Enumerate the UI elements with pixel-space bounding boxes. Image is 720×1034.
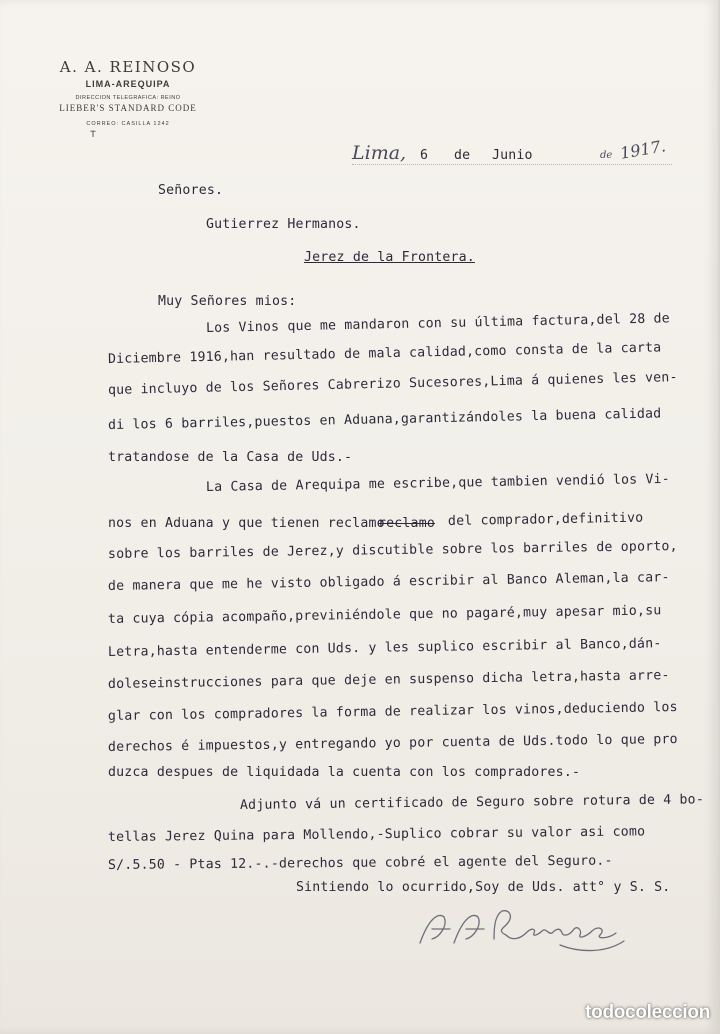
- body-line: duzca despues de liquidada la cuenta con los compradores.-: [108, 765, 581, 780]
- body-line: derechos é impuestos,y entregando yo por cuenta de Uds.todo lo que pro: [107, 732, 678, 755]
- letterhead-name: A. A. REINOSO: [59, 58, 197, 76]
- body-line: ta cuya cópia acompaño,previniéndole que no pagaré,muy apesar mio,su: [107, 603, 662, 627]
- body-line: Letra,hasta entenderme con Uds. y les suplico escribir al Banco,dán-: [107, 636, 662, 660]
- closing-line: Sintiendo lo ocurrido,Soy de Uds. att° y S. S.: [296, 880, 671, 895]
- ornament-icon: ⊤: [89, 129, 97, 140]
- greeting: Muy Señores mios:: [158, 294, 297, 309]
- letterhead-telegraph: DIRECCION TELEGRAFICA: REINO: [75, 95, 181, 101]
- date-de: de: [454, 148, 471, 163]
- date-day: 6: [420, 148, 429, 163]
- body-line: nos en Aduana y que tienen reclamo: [108, 516, 385, 531]
- date-year: 1917.: [618, 136, 668, 163]
- body-strikethrough: reclamo: [378, 516, 435, 531]
- date-rule: [352, 164, 672, 165]
- letterhead-code: LIEBER'S STANDARD CODE: [59, 103, 197, 113]
- letterhead-city: LIMA-AREQUIPA: [85, 79, 171, 89]
- body-line: Diciembre 1916,han resultado de mala calidad,como consta de la carta: [107, 340, 662, 367]
- body-line: S/.5.50 - Ptas 12.-.-derechos que cobré el agente del Seguro.-: [107, 853, 613, 873]
- body-line: di los 6 barriles,puestos en Aduana,garantizándoles la buena calidad: [107, 406, 662, 433]
- date-place: Lima,: [352, 142, 407, 164]
- body-line: del comprador,definitivo: [447, 510, 644, 529]
- body-line: glar con los compradores la forma de realizar los vinos,deduciendo los: [107, 700, 678, 724]
- body-line: de manera que me he visto obligado á escribir al Banco Aleman,la car-: [107, 570, 670, 594]
- body-line: Adjunto vá un certificado de Seguro sobre rotura de 4 bo-: [239, 792, 705, 813]
- body-line: La Casa de Arequipa me escribe,que tambien vendió los Vi-: [205, 471, 671, 495]
- salutation-head: Señores.: [158, 183, 224, 198]
- body-line: Los Vinos que me mandaron con su última factura,del 28 de: [205, 311, 671, 336]
- recipient-company: Gutierrez Hermanos.: [206, 217, 361, 232]
- letterhead-box: CORREO: CASILLA 1242: [86, 121, 170, 127]
- body-line: que incluyo de los Señores Cabrerizo Sucesores,Lima á quienes les ven-: [107, 370, 678, 398]
- date-year-prefix: de: [600, 150, 613, 161]
- body-line: tellas Jerez Quina para Mollendo,-Suplico cobrar su valor asi como: [107, 824, 646, 845]
- body-line: sobre los barriles de Jerez,y discutible sobre los barriles de oporto,: [107, 539, 678, 562]
- date-month: Junio: [492, 148, 533, 163]
- body-line: doleseinstrucciones para que deje en suspenso dicha letra,hasta arre-: [107, 668, 670, 692]
- recipient-location: Jerez de la Frontera.: [304, 250, 475, 265]
- watermark: todocoleccion: [585, 1002, 710, 1023]
- letterhead: [28, 58, 228, 140]
- signature-image: [410, 895, 640, 965]
- body-line: tratandose de la Casa de Uds.-: [108, 450, 353, 465]
